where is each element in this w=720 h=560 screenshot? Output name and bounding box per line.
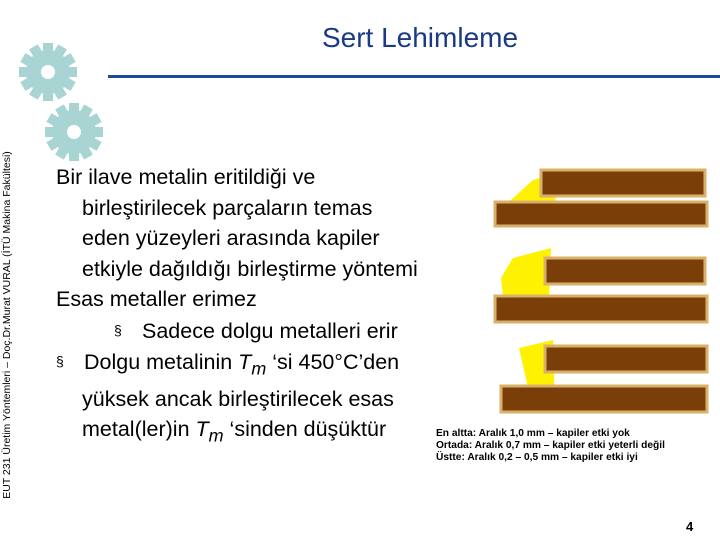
caption-line: En altta: Aralık 1,0 mm – kapiler etki yok bbox=[436, 428, 630, 439]
title-rule bbox=[108, 75, 720, 78]
base-plate bbox=[495, 202, 707, 226]
tm-subscript: m bbox=[251, 358, 267, 379]
body-line: birleştirilecek parçaların temas bbox=[82, 195, 373, 220]
bullet-icon: § bbox=[56, 353, 64, 369]
slide-title: Sert Lehimleme bbox=[321, 22, 519, 53]
bullet-icon: § bbox=[114, 321, 122, 338]
page-number: 4 bbox=[686, 519, 694, 534]
base-plate bbox=[545, 258, 705, 284]
body-line: etkiyle dağıldığı birleştirme yöntemi bbox=[82, 256, 418, 281]
bullet-text-part: Dolgu metalinin bbox=[84, 350, 239, 374]
caption-line: Ortada: Aralık 0,7 mm – kapiler etki yeterli değil bbox=[436, 440, 665, 451]
base-plate bbox=[495, 296, 707, 322]
body-line bbox=[56, 414, 476, 451]
capillary-gap-illustration bbox=[493, 166, 715, 426]
body-text-part: ‘sinden düşüktür bbox=[223, 417, 387, 442]
base-plate bbox=[501, 386, 707, 412]
body-line: eden yüzeyleri arasında kapiler bbox=[82, 226, 380, 250]
tm-symbol: T bbox=[195, 417, 209, 442]
body-text bbox=[56, 162, 476, 451]
sub-bullet-text: Sadece dolgu metalleri erir bbox=[142, 318, 398, 343]
tm-subscript: m bbox=[208, 425, 224, 446]
caption-line: Üstte: Aralık 0,2 – 0,5 mm – kapiler etki iyi bbox=[436, 452, 638, 463]
body-line: Bir ilave metalin eritildiği ve bbox=[56, 165, 316, 189]
gears-decoration bbox=[14, 22, 104, 172]
body-line: yüksek ancak birleştirilecek esas bbox=[82, 386, 394, 411]
bullet-text-part: ‘si 450°C’den bbox=[266, 350, 400, 374]
sidebar-vertical-text: EUT 231 Üretim Yöntemleri – Doç.Dr.Murat VURAL (İTÜ Makina Fakültesi) bbox=[1, 151, 13, 499]
tm-symbol: T bbox=[238, 350, 252, 374]
bullet-item bbox=[56, 346, 476, 384]
body-text-part: metal(ler)in bbox=[82, 417, 196, 442]
base-plate bbox=[545, 346, 707, 372]
sub-bullet-item bbox=[56, 315, 476, 347]
figure-caption bbox=[436, 428, 720, 464]
body-line: Esas metaller erimez bbox=[56, 287, 257, 311]
base-plate bbox=[541, 170, 705, 196]
